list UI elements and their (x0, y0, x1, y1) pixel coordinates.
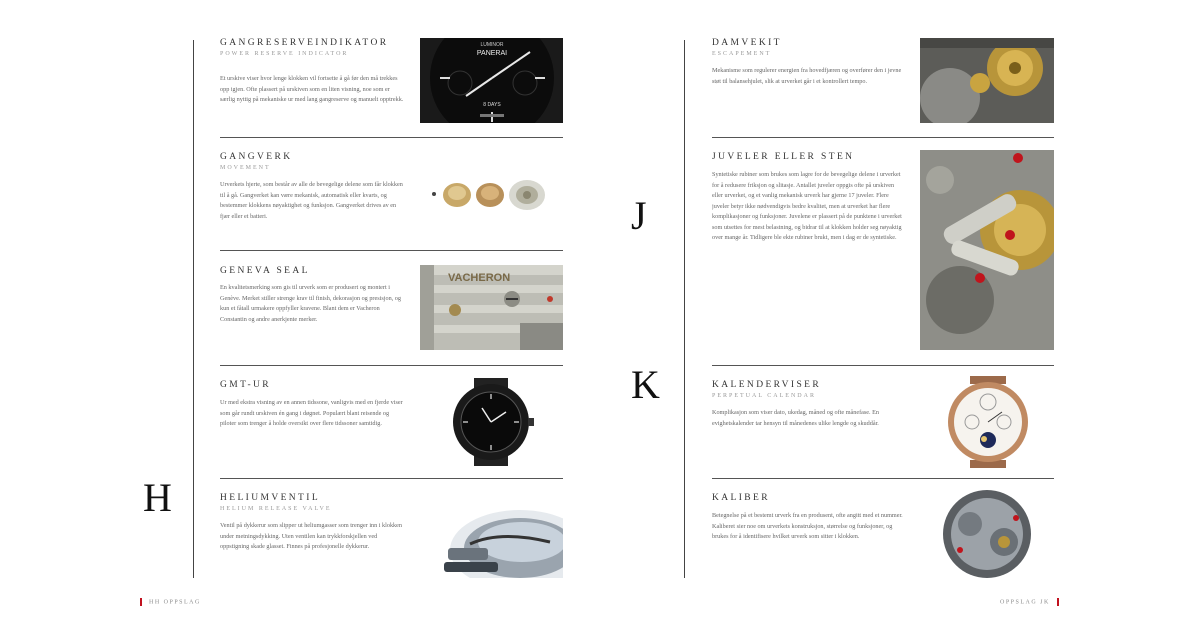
entry-divider (712, 478, 1054, 479)
entry-title-gangverk: GANGVERK (220, 152, 293, 162)
entry-title-damvekit: DAMVEKIT (712, 38, 782, 48)
entry-divider (712, 137, 1054, 138)
entry-divider (220, 478, 563, 479)
folio-right-label: OPPSLAG JK (1000, 599, 1050, 606)
vacheron-engraving-text: VACHERON (448, 272, 511, 284)
calendar-watch-image (928, 376, 1048, 468)
entry-title-kaliber: KALIBER (712, 493, 770, 503)
entry-title-heliumventil: HELIUMVENTIL (220, 493, 321, 503)
entry-sub-gangreserve: POWER RESERVE INDICATOR (220, 51, 349, 57)
panerai-watch-image (420, 38, 563, 123)
entry-divider (712, 365, 1054, 366)
entry-title-geneva: GENEVA SEAL (220, 266, 310, 276)
entry-title-juveler: JUVELER ELLER STEN (712, 152, 855, 162)
folio-left-marker (140, 598, 142, 606)
entry-body-gmt: Ur med ekstra visning av en annen tidssone, vanligvis med en fjerde viser som går rundt urskiven én gang i døgnet. Populært blant reisende og piloter som trenger å holde oversikt over flere tidssoner samtidig. (220, 399, 403, 427)
entry-body-heliumventil: Ventil på dykkerur som slipper ut heliumgasser som trenger inn i klokken under metningsdykking. Uten ventilen kan trykkforskjellen ved oppstigning skade glasset. Finnes på profesjonelle dykkerur. (220, 522, 402, 550)
entry-body-damvekit: Mekanisme som regulerer energien fra hovedfjæren og overfører den i jevne støt til balansehjulet, slik at urverket går i et kontrollert tempo. (712, 67, 902, 85)
entry-sub-gangverk: MOVEMENT (220, 165, 271, 171)
jewel-movement-image (920, 150, 1054, 350)
entry-title-gangreserve: GANGRESERVEINDIKATOR (220, 38, 389, 48)
folio-left-label: HH OPPSLAG (149, 599, 201, 606)
entry-title-gmt: GMT-UR (220, 380, 271, 390)
letter-k: K (631, 362, 660, 407)
escapement-image (920, 38, 1054, 123)
panerai-days-text: 8 DAYS (483, 102, 501, 108)
folio-left (140, 598, 201, 606)
entry-sub-damvekit: ESCAPEMENT (712, 51, 772, 57)
entry-body-gangreserve: Et urskive viser hvor lenge klokken vil fortsette å gå før den må trekkes opp igjen. Ofte plassert på urskiven som en liten visning, noe som er særlig nyttig på mekaniske ur med lang gangreserve og manuelt opptrekk. (220, 75, 404, 103)
entry-title-kalender: KALENDERVISER (712, 380, 822, 390)
diver-watch-image (440, 490, 563, 578)
entry-divider (220, 250, 563, 251)
entry-sub-kalender: PERPETUAL CALENDAR (712, 393, 816, 399)
entry-sub-heliumventil: HELIUM RELEASE VALVE (220, 506, 332, 512)
letter-h: H (143, 475, 172, 520)
caliber-movement-image (920, 490, 1054, 578)
left-page-rule (193, 40, 194, 578)
panerai-brand-text: LUMINOR (480, 42, 504, 48)
gmt-watch-image (436, 378, 546, 466)
entry-body-geneva: En kvalitetsmerking som gis til urverk som er produsert og montert i Genève. Merket stiller strenge krav til finish, dekorasjon og presisjon, og kun et fåtall urmakere oppfyller kravene. Blant dem er Vacheron Constantin og andre anerkjente merker. (220, 284, 401, 323)
entry-body-juveler: Syntetiske rubiner som brukes som lagre for de bevegelige delene i urverket for å redusere friksjon og slitasje. Antallet juveler oppgis ofte på urskiven eller urverket, og et vanlig mekanisk urverk har gjerne 17 juveler. Flere juveler betyr ikke nødvendigvis bedre kvalitet, men at urverket har flere komplikasjoner og funksjoner. Juvelene er plassert på de punktene i urverket som utsettes for mest belastning, og bidrar til at klokken holder seg nøyaktig over mange år. Tidligere ble ekte rubiner brukt, men i dag er de syntetiske. (712, 171, 902, 241)
right-page-rule (684, 40, 685, 578)
vacheron-movement-image (420, 265, 563, 350)
panerai-name-text: PANERAI (476, 50, 508, 57)
entry-divider (220, 137, 563, 138)
entry-body-gangverk: Urverkets hjerte, som består av alle de bevegelige delene som får klokken til å gå. Gangverket kan være mekanisk, automatisk eller kvarts, og bestemmer klokkens nøyaktighet og funksjon. Gangverket drives av en fjær eller et batteri. (220, 181, 403, 220)
entry-divider (220, 365, 563, 366)
folio-right (1000, 598, 1063, 606)
letter-j: J (631, 193, 647, 238)
entry-body-kaliber: Betegnelse på et bestemt urverk fra en produsent, ofte angitt med et nummer. Kaliberet sier noe om urverkets konstruksjon, størrelse og funksjoner, og brukes for å identifisere hvilket urverk som sitter i klokken. (712, 512, 903, 540)
movement-parts-image (420, 170, 563, 220)
entry-body-kalender: Komplikasjon som viser dato, ukedag, måned og ofte månefase. En evighetskalender tar hensyn til månedenes ulike lengde og skuddår. (712, 409, 880, 427)
folio-right-marker (1057, 598, 1059, 606)
